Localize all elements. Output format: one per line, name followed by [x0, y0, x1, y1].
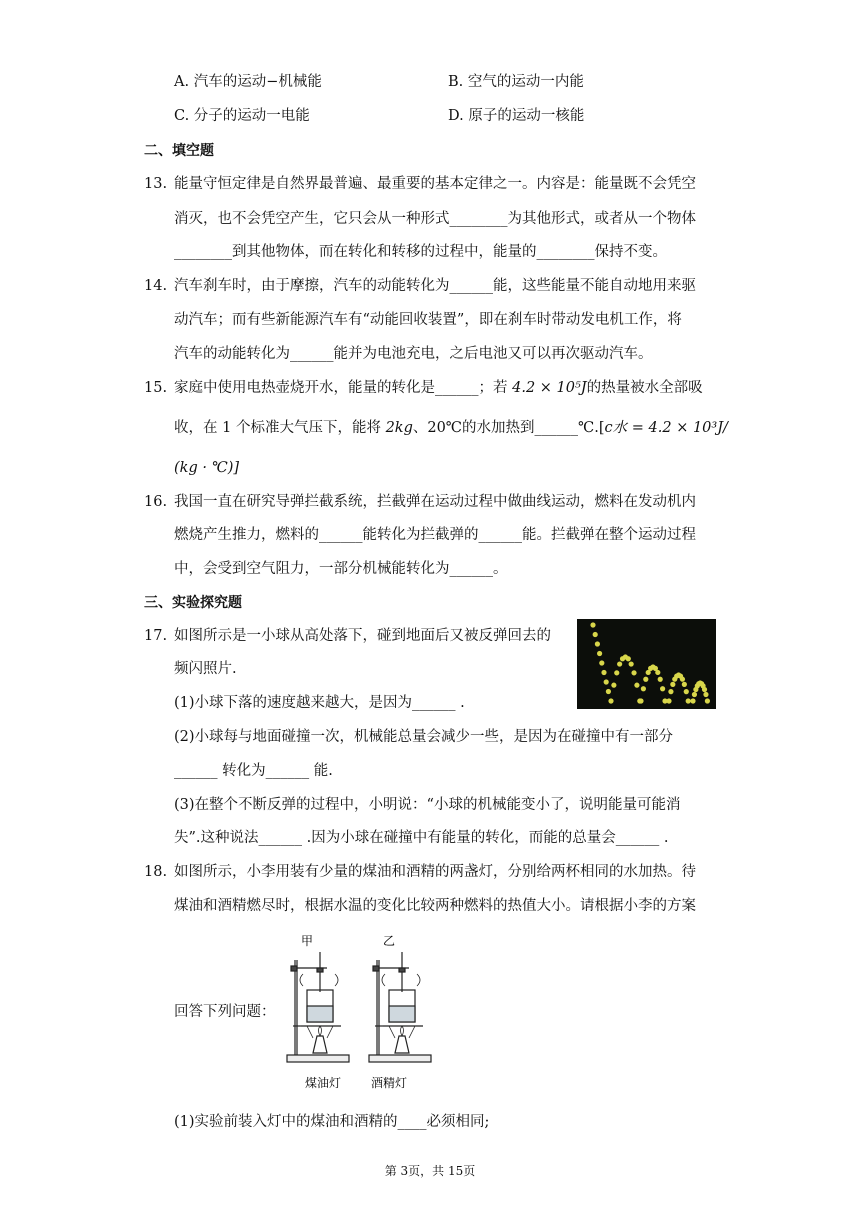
text-run: 的热量被水全部吸 [586, 380, 703, 396]
question-text: 我国一直在研究导弹拦截系统，拦截弹在运动过程中做曲线运动，燃料在发动机内 [174, 494, 696, 510]
question-number: 18. [144, 864, 168, 880]
question-text: 如图所示，小李用装有少量的煤油和酒精的两盏灯，分别给两杯相同的水加热。待 [174, 864, 696, 880]
sub-question: (3)在整个不断反弹的过程中，小明说：“小球的机械能变小了，说明能量可能消 [174, 797, 681, 813]
choice-letter: D. [448, 108, 464, 124]
figure-label-right: 乙 [383, 934, 396, 948]
ball-dot [606, 689, 611, 694]
sub-question: ______ 转化为______ 能. [174, 763, 333, 779]
formula: (kg · ℃)] [174, 460, 240, 476]
ball-dot [604, 679, 609, 684]
ball-dot [617, 661, 622, 666]
sub-question: (1)小球下落的速度越来越大，是因为______ . [174, 695, 465, 711]
ball-dot [668, 689, 673, 694]
section-heading-fill-blank: 二、填空题 [144, 143, 214, 159]
question-text [174, 458, 239, 478]
ball-dot [638, 698, 643, 703]
ball-dot [590, 622, 595, 627]
sub-question: 失”.这种说法______ .因为小球在碰撞中有能量的转化，而能的总量会______ . [174, 830, 669, 846]
ball-dot [686, 698, 691, 703]
ball-trajectory-image [577, 619, 716, 709]
page-footer: 第 3页，共 15页 [384, 1164, 476, 1178]
ball-dot [599, 660, 604, 665]
figure-caption-alcohol: 酒精灯 [371, 1076, 408, 1090]
section-heading-experiment: 三、实验探究题 [144, 595, 242, 611]
ball-dot [703, 692, 708, 697]
question-text: 汽车的动能转化为______能并为电池充电，之后电池又可以再次驱动汽车。 [174, 346, 653, 362]
figure-caption-kerosene: 煤油灯 [305, 1076, 342, 1090]
question-text: 能量守恒定律是自然界最普遍、最重要的基本定律之一。内容是：能量既不会凭空 [174, 176, 696, 192]
choice-c [174, 106, 310, 126]
ball-dot [597, 651, 602, 656]
choice-text: 原子的运动一核能 [468, 108, 585, 124]
apparatus-right [369, 952, 431, 1062]
ball-dot [702, 687, 707, 692]
ball-dot [682, 682, 687, 687]
question-number: 15. [144, 380, 168, 396]
formula: c水 = 4.2 × 10³J/ [604, 420, 728, 436]
ball-dot [666, 698, 671, 703]
ball-dot [593, 632, 598, 637]
question-text: 动汽车；而有些新能源汽车有“动能回收装置”，即在刹车时带动发电机工作，将 [174, 312, 682, 328]
choice-text: 空气的运动一内能 [467, 74, 584, 90]
ball-dot [684, 689, 689, 694]
ball-dot [608, 698, 613, 703]
text-run: 家庭中使用电热壶烧开水，能量的转化是______；若 [174, 380, 513, 396]
figure-label-left: 甲 [301, 934, 314, 948]
apparatus-left [287, 952, 349, 1062]
text-run: 收，在 1 个标准大气压下，能将 [174, 420, 386, 436]
question-text: 如图所示是一小球从高处落下，碰到地面后又被反弹回去的 [174, 628, 551, 644]
text-run: 、20℃的水加热到______℃.[ [412, 420, 605, 436]
formula: 4.2 × 10⁵J [512, 380, 587, 396]
ball-dot [629, 661, 634, 666]
sub-question: (1)实验前装入灯中的煤油和酒精的____必须相同; [174, 1114, 490, 1130]
ball-dot [670, 682, 675, 687]
ball-dot [680, 677, 685, 682]
question-text: 中，会受到空气阻力，一部分机械能转化为______。 [174, 561, 508, 577]
question-text: 回答下列问题： [174, 1004, 276, 1020]
question-text [174, 378, 703, 398]
question-number: 13. [144, 176, 168, 192]
question-number: 16. [144, 494, 168, 510]
ball-dot [626, 656, 631, 661]
ball-dot [601, 670, 606, 675]
ball-dot [614, 670, 619, 675]
question-text: 频闪照片. [174, 661, 237, 677]
choice-a [174, 72, 322, 92]
ball-dot [641, 686, 646, 691]
ball-dot [611, 683, 616, 688]
bouncing-ball-photo [577, 619, 716, 709]
ball-dot [643, 677, 648, 682]
choice-letter: A. [174, 74, 190, 90]
question-text [174, 418, 728, 438]
ball-dot [655, 670, 660, 675]
choice-letter: C. [174, 108, 190, 124]
question-text: 煤油和酒精燃尽时，根据水温的变化比较两种燃料的热值大小。请根据小李的方案 [174, 898, 696, 914]
ball-dot [692, 692, 697, 697]
choice-d [448, 106, 584, 126]
heating-apparatus-figure [283, 930, 443, 1098]
choice-text: 分子的运动一电能 [193, 108, 310, 124]
ball-dot [595, 641, 600, 646]
ball-dot [690, 698, 695, 703]
question-number: 17. [144, 628, 168, 644]
question-text: 汽车刹车时，由于摩擦，汽车的动能转化为______能，这些能量不能自动地用来驱 [174, 278, 696, 294]
ball-dot [705, 698, 710, 703]
question-text: ________到其他物体，而在转化和转移的过程中，能量的________保持不变。 [174, 244, 667, 260]
ball-dot [634, 683, 639, 688]
ball-dot [658, 677, 663, 682]
choice-letter: B. [448, 74, 464, 90]
ball-dot [660, 686, 665, 691]
choice-b [448, 72, 584, 92]
ball-dot [631, 670, 636, 675]
sub-question: (2)小球每与地面碰撞一次，机械能总量会减少一些，是因为在碰撞中有一部分 [174, 729, 674, 745]
choice-text: 汽车的运动−机械能 [193, 74, 322, 90]
question-text: 燃烧产生推力，燃料的______能转化为拦截弹的______能。拦截弹在整个运动过程 [174, 527, 696, 543]
question-text: 消灭，也不会凭空产生，它只会从一种形式________为其他形式，或者从一个物体 [174, 211, 696, 227]
formula: 2kg [385, 420, 413, 436]
question-number: 14. [144, 278, 168, 294]
